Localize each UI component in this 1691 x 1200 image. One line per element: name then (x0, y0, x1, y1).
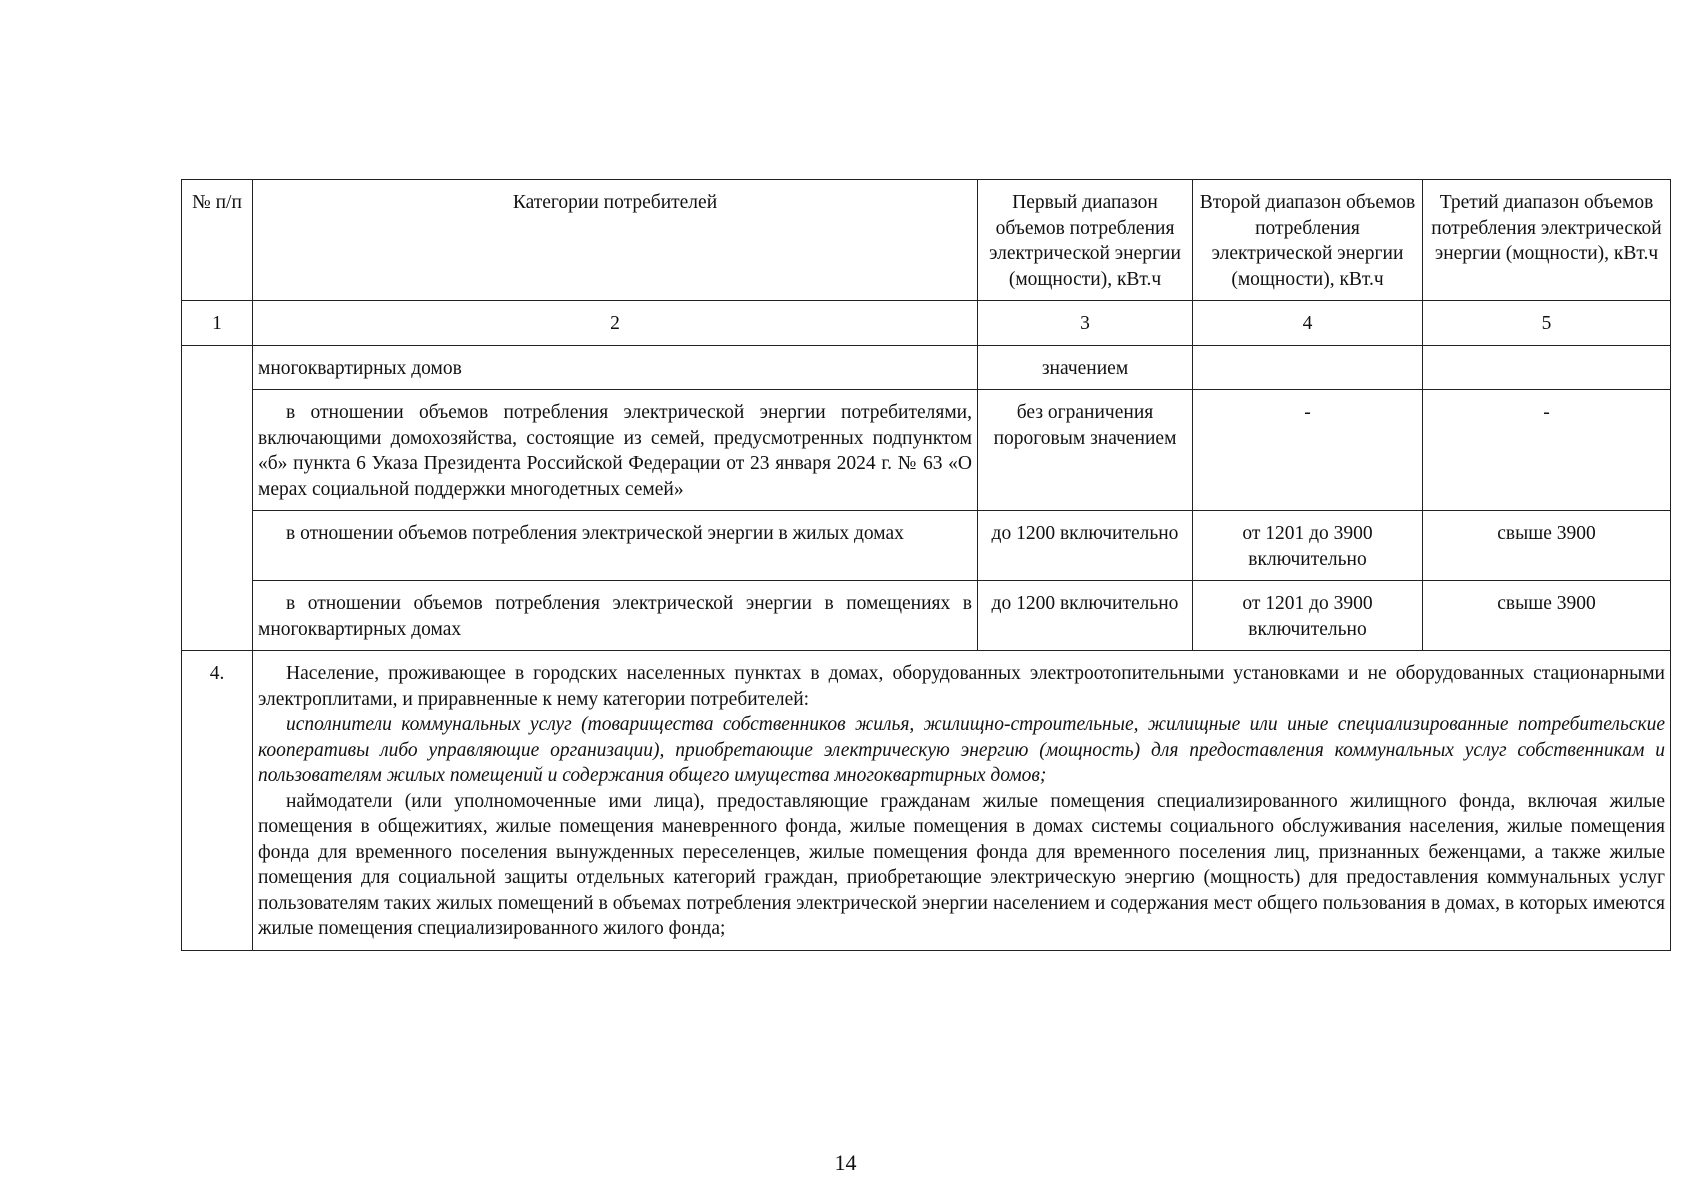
header-range-2: Второй диапазон объемов потребления электрической энергии (мощности), кВт.ч (1193, 180, 1423, 301)
range-2-cell: - (1193, 390, 1423, 511)
category-cell (253, 511, 978, 581)
column-number-row (182, 301, 1671, 346)
range-1-cell: значением (978, 345, 1193, 390)
range-2-cell (1193, 345, 1423, 390)
column-number: 1 (182, 301, 253, 346)
section-4-row (182, 651, 1671, 951)
category-cell: многоквартирных домов (253, 345, 978, 390)
column-number: 4 (1193, 301, 1423, 346)
range-2-cell: от 1201 до 3900 включительно (1193, 511, 1423, 581)
category-text: в отношении объемов потребления электрической энергии в жилых домах (286, 523, 904, 544)
category-text: в отношении объемов потребления электрической энергии потребителями, включающими домохозяйства, состоящие из семей, предусмотренных подпунктом «б» пункта 6 Указа Президента Российской Федерации от 23 января 2024 г. № 63 «О мерах социальной поддержки многодетных семей» (258, 402, 972, 500)
header-range-1: Первый диапазон объемов потребления электрической энергии (мощности), кВт.ч (978, 180, 1193, 301)
range-1-cell: до 1200 включительно (978, 511, 1193, 581)
header-category: Категории потребителей (253, 180, 978, 301)
column-number: 2 (253, 301, 978, 346)
section-4-paragraph: исполнители коммунальных услуг (товарищества собственников жилья, жилищно-строительные, жилищные или иные специализированные потребительские кооперативы либо управляющие организации), приобретающие электрическую энергию (мощность) для предоставления коммунальных услуг собственникам и пользователям жилых помещений и содержания общего имущества многоквартирных домов; (258, 714, 1665, 786)
category-cell (253, 581, 978, 651)
header-number: № п/п (182, 180, 253, 301)
range-2-cell: от 1201 до 3900 включительно (1193, 581, 1423, 651)
section-4-number: 4. (182, 651, 253, 951)
range-3-cell: свыше 3900 (1423, 511, 1671, 581)
page-number: 14 (834, 1150, 857, 1175)
section-4-text (253, 651, 1671, 951)
column-number: 3 (978, 301, 1193, 346)
category-cell (253, 390, 978, 511)
range-1-cell: без ограничения пороговым значением (978, 390, 1193, 511)
section-4-paragraph: Население, проживающее в городских населенных пунктах в домах, оборудованных электроотопительными установками и не оборудованных стационарными электроплитами, и приравненные к нему категории потребителей: (258, 663, 1665, 710)
range-3-cell (1423, 345, 1671, 390)
range-3-cell: свыше 3900 (1423, 581, 1671, 651)
section-4-paragraph: наймодатели (или уполномоченные ими лица), предоставляющие гражданам жилые помещения специализированного жилищного фонда, включая жилые помещения в общежитиях, жилые помещения маневренного фонда, жилые помещения в домах системы социального обслуживания населения, жилые помещения фонда для временного поселения вынужденных переселенцев, жилые помещения фонда для временного поселения лиц, признанных беженцами, а также жилые помещения для социальной защиты отдельных категорий граждан, приобретающие электрическую энергию (мощность) для предоставления коммунальных услуг пользователям таких жилых помещений в объемах потребления электрической энергии населением и содержания мест общего пользования в домах, в которых имеются жилые помещения специализированного жилого фонда; (258, 790, 1665, 939)
header-range-3: Третий диапазон объемов потребления электрической энергии (мощности), кВт.ч (1423, 180, 1671, 301)
column-number: 5 (1423, 301, 1671, 346)
range-1-cell: до 1200 включительно (978, 581, 1193, 651)
table-row (182, 581, 1671, 651)
header-row (182, 180, 1671, 301)
table-row (182, 390, 1671, 511)
merged-number-cell (182, 345, 253, 651)
category-text: в отношении объемов потребления электрической энергии в помещениях в многоквартирных домах (258, 593, 972, 640)
tariff-table (181, 179, 1671, 951)
table-row (182, 511, 1671, 581)
range-3-cell: - (1423, 390, 1671, 511)
table-row (182, 345, 1671, 390)
